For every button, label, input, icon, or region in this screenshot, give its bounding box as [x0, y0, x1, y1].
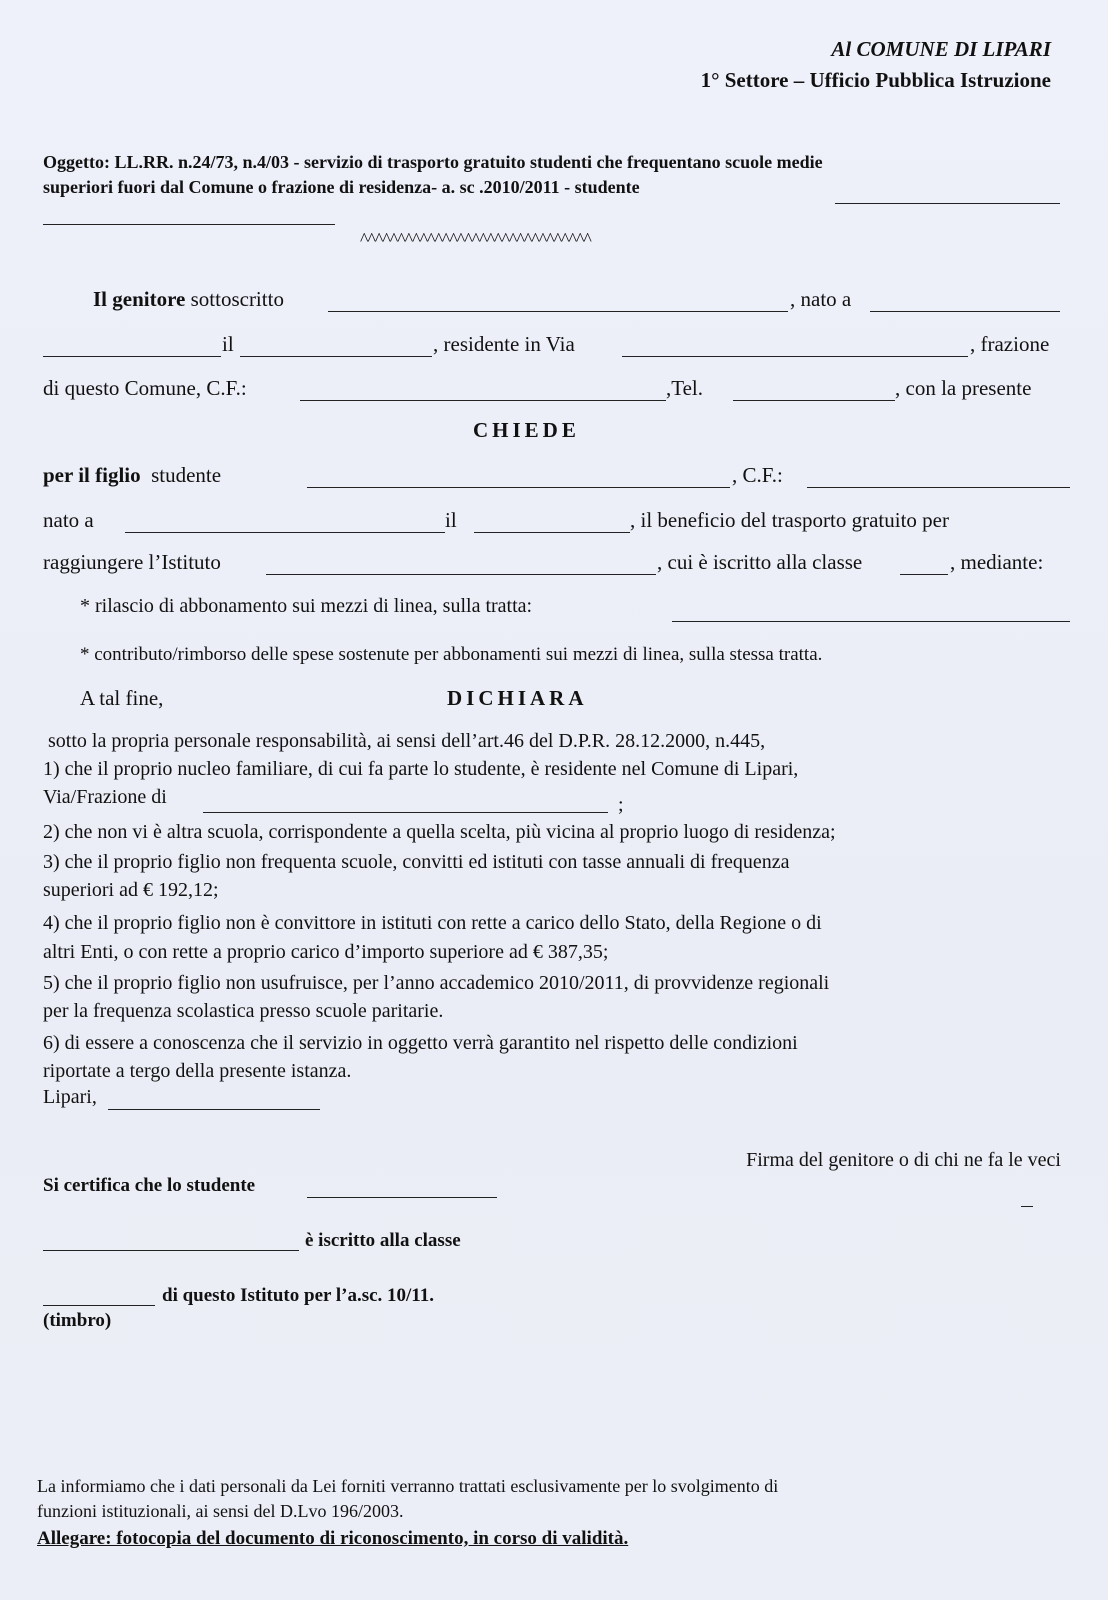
addressee-line1: Al COMUNE DI LIPARI: [831, 37, 1051, 61]
child-name-field[interactable]: [307, 487, 730, 488]
residence-frazione-field[interactable]: [203, 812, 608, 813]
iscritto-label: , cui è iscritto alla classe: [657, 550, 863, 574]
parent-birthdate-field-2[interactable]: [240, 356, 432, 357]
student-name-field[interactable]: [835, 203, 1060, 204]
cert-student-field[interactable]: [307, 1197, 497, 1198]
il-label: il: [222, 332, 234, 356]
mediante-label: , mediante:: [950, 550, 1044, 574]
parent-name-field[interactable]: [328, 311, 788, 312]
parent-birthplace-field[interactable]: [870, 311, 1060, 312]
cert-student-field-2[interactable]: [43, 1250, 299, 1251]
cert-line3: di questo Istituto per l’a.sc. 10/11.: [162, 1285, 435, 1306]
option-rimborso: * contributo/rimborso delle spese sostenute per abbonamenti sui mezzi di linea, sulla stessa tratta.: [80, 644, 823, 665]
parent-birthdate-field[interactable]: [43, 356, 221, 357]
figlio-label-bold: per il figlio: [43, 463, 141, 487]
item1-line1: 1) che il proprio nucleo familiare, di cui fa parte lo studente, è residente nel Comune di Lipari,: [43, 758, 799, 780]
signature-label: Firma del genitore o di chi ne fa le veci: [746, 1149, 1061, 1171]
child-birthdate-field[interactable]: [474, 532, 630, 533]
institute-field[interactable]: [266, 574, 656, 575]
parent-label-rest: sottoscritto: [190, 287, 284, 311]
comune-cf-label: di questo Comune, C.F.:: [43, 376, 247, 400]
item6-line1: 6) di essere a conoscenza che il servizio in oggetto verrà garantito nel rispetto delle condizioni: [43, 1032, 798, 1054]
parent-label: [93, 287, 284, 312]
parent-tel-field[interactable]: [733, 400, 895, 401]
figlio-label: [43, 463, 221, 488]
item3-line1: 3) che il proprio figlio non frequenta scuole, convitti ed istituti con tasse annuali di frequenza: [43, 851, 790, 873]
frazione-label: , frazione: [970, 332, 1050, 356]
cert-line1: Si certifica che lo studente: [43, 1175, 256, 1196]
parent-cf-field[interactable]: [300, 400, 666, 401]
option-abbonamento: * rilascio di abbonamento sui mezzi di linea, sulla tratta:: [80, 595, 533, 617]
signature-field[interactable]: [1021, 1206, 1033, 1207]
item2: 2) che non vi è altra scuola, corrispondente a quella scelta, più vicina al proprio luogo di residenza;: [43, 821, 836, 843]
parent-label-bold: Il genitore: [93, 287, 186, 311]
route-field[interactable]: [672, 621, 1070, 622]
child-nato-a-label: nato a: [43, 508, 94, 532]
figlio-studente-label: studente: [151, 463, 222, 487]
student-name-field-cont[interactable]: [43, 224, 335, 225]
item1-line2: Via/Frazione di: [43, 786, 167, 808]
child-cf-field[interactable]: [807, 487, 1070, 488]
raggiungere-label: raggiungere l’Istituto: [43, 550, 221, 574]
date-field[interactable]: [108, 1109, 320, 1110]
cert-class-field[interactable]: [43, 1305, 155, 1306]
privacy-line2: funzioni istituzionali, ai sensi del D.Lvo 196/2003.: [37, 1501, 404, 1521]
item3-line2: superiori ad € 192,12;: [43, 879, 219, 901]
dichiara-heading: DICHIARA: [447, 686, 588, 710]
tel-label: ,Tel.: [666, 376, 704, 400]
subject-line1: Oggetto: LL.RR. n.24/73, n.4/03 - servizio di trasporto gratuito studenti che frequentano scuole medie: [43, 152, 823, 172]
child-il-label: il: [445, 508, 457, 532]
privacy-line1: La informiamo che i dati personali da Lei forniti verranno trattati esclusivamente per lo svolgimento di: [37, 1476, 779, 1496]
cert-line2: è iscritto alla classe: [305, 1230, 461, 1251]
chiede-heading: CHIEDE: [473, 418, 580, 442]
stamp-label: (timbro): [43, 1310, 112, 1331]
item5-line1: 5) che il proprio figlio non usufruisce, per l’anno accademico 2010/2011, di provvidenze regionali: [43, 972, 830, 994]
parent-address-field[interactable]: [622, 356, 968, 357]
item5-line2: per la frequenza scolastica presso scuole paritarie.: [43, 1000, 444, 1022]
beneficio-text: , il beneficio del trasporto gratuito per: [630, 508, 949, 532]
subject-line2: superiori fuori dal Comune o frazione di residenza- a. sc .2010/2011 - studente: [43, 177, 640, 197]
item6-line2: riportate a tergo della presente istanza.: [43, 1060, 352, 1082]
nato-a-label: , nato a: [790, 287, 852, 311]
residente-label: , residente in Via: [433, 332, 575, 356]
item4-line1: 4) che il proprio figlio non è convittore in istituti con rette a carico dello Stato, della Regione o di: [43, 912, 822, 934]
child-cf-label: , C.F.:: [732, 463, 783, 487]
con-la-presente-label: , con la presente: [895, 376, 1032, 400]
item4-line2: altri Enti, o con rette a proprio carico d’importo superiore ad € 387,35;: [43, 941, 609, 963]
addressee-line2: 1° Settore – Ufficio Pubblica Istruzione: [700, 68, 1051, 92]
child-birthplace-field[interactable]: [125, 532, 445, 533]
a-tal-fine-label: A tal fine,: [80, 686, 164, 710]
item1-end: ;: [618, 794, 624, 816]
dichiara-intro: sotto la propria personale responsabilità, ai sensi dell’art.46 del D.P.R. 28.12.2000, n.445,: [48, 730, 766, 752]
caret-divider: ^^^^^^^^^^^^^^^^^^^^^^^^^^^^^^^: [360, 229, 591, 249]
place-label: Lipari,: [43, 1086, 97, 1108]
attachment-note: Allegare: fotocopia del documento di riconoscimento, in corso di validità.: [37, 1528, 629, 1549]
class-field[interactable]: [900, 574, 948, 575]
